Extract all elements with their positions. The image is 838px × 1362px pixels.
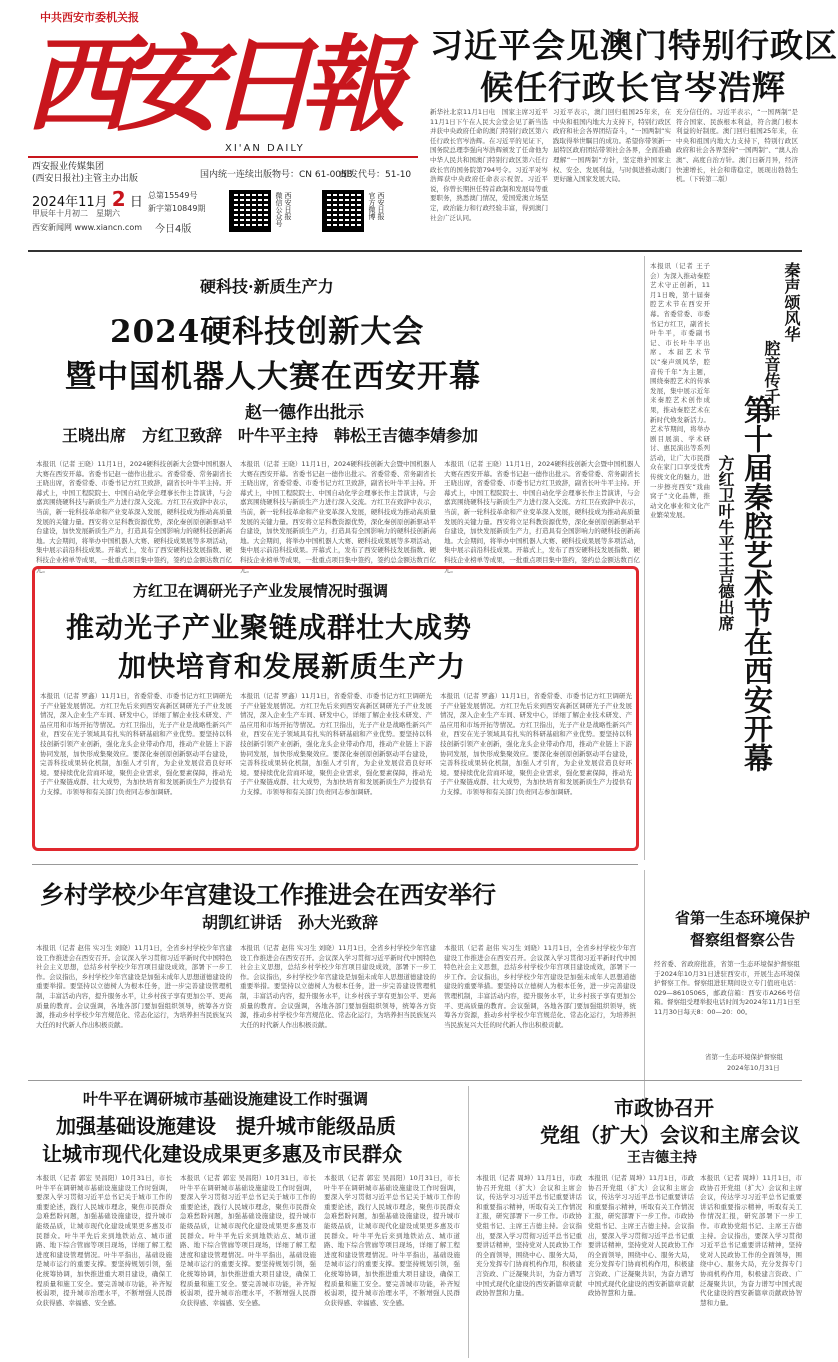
infra-story-body-col-3: 本报讯（记者 郭宏 吴昌阳）10月31日，市长叶牛平在调研城市基础设施建设工作时强调，要深入学习贯彻习近平总书记关于城市工作的重要论述，践行人民城市理念，聚焦市民群众急难愁盼问题，加强基础设施建设，提升城市能级品质，让城市现代化建设成果更多惠及市民群众。叶牛平先后来到地铁站点、城市道路、地下综合管廊等项目现场，详细了解工程进度和建设管理情况。叶牛平指出，基础设施是城市运行的重要支撑。要坚持规划引领，强化统筹协调，加快推进重大项目建设，确保工程质量和施工安全。要完善城市功能，补齐短板弱项，提升城市治理水平，不断增强人民群众获得感、幸福感、安全感。: [324, 1174, 460, 1307]
rural-story-body-col-2: 本报讯（记者 赵伟 实习生 刘晓）11月1日，全省乡村学校少年宫建设工作推进会在西安召开。会议深入学习贯彻习近平新时代中国特色社会主义思想，总结乡村学校少年宫项目建设成效，部署下一步工作。会议指出，乡村学校少年宫建设是加强未成年人思想道德建设的重要举措。要坚持以立德树人为根本任务，进一步完善建设管理机制，丰富活动内容，提升服务水平，让乡村孩子享有更加公平、更高质量的教育。会议强调，各地各部门要加强组织领导，统筹各方资源，推动乡村学校少年宫规范化、常态化运行，为培养担当民族复兴大任的时代新人作出积极贡献。: [240, 944, 436, 1029]
notice-date: 2024年10月31日: [727, 1064, 780, 1072]
notice-body: 经省委、省政府批准，省第一生态环境保护督察组于2024年10月31日进驻西安市，开展生态环境保护督察工作。督察组进驻期间设立专门值班电话：029—86105065，邮政信箱：西安市A266号信箱。督察组受理举报电话时间为2024年11月1日至11月30日每天8：00—20：00。: [654, 960, 800, 1016]
publisher-label: 西安报业传媒集团 (西安日报社)主管主办出版: [32, 162, 139, 184]
lead-story-body-col-2: 本报讯（记者 王晓）11月1日，2024硬科技创新大会暨中国机器人大赛在西安开幕。省委书记赵一德作出批示。省委常委、常务副省长王晓出席，省委常委、市委书记方红卫致辞，副省长叶牛平主持。开幕式上，中国工程院院士、中国自动化学会理事长作主旨演讲，与会嘉宾围绕硬科技与新质生产力进行深入交流。方红卫在致辞中表示，当前，新一轮科技革命和产业变革深入发展，硬科技成为推动高质量发展的关键力量。西安将立足科教资源优势，深化秦创原创新驱动平台建设，加快发展新质生产力，打造具有全国影响力的硬科技创新高地。大会期间，将举办中国机器人大赛、硬科技成果展等多项活动，集中展示前沿科技成果。开幕式上，发布了西安硬科技发展指数、硬科技企业榜单等成果，一批重点项目集中签约，签约总金额达数百亿元。: [240, 460, 436, 574]
photonics-story-body-col-1: 本报讯（记者 罗鑫）11月1日，省委常委、市委书记方红卫调研光子产业链发展情况。方红卫先后来到西安高新区调研光子产业发展情况，深入企业生产车间、研发中心，详细了解企业技术研发、产品应用和市场开拓等情况。方红卫指出，光子产业是战略性新兴产业，西安在光子领域具有扎实的科研基础和产业优势。要坚持以科技创新引领产业创新，强化龙头企业带动作用，推动产业链上下游协同发展，加快形成集聚效应。要深化秦创原创新驱动平台建设，完善科技成果转化机制，加强人才引育，为企业发展营造良好环境。要持续优化营商环境，聚焦企业需求，强化要素保障，推动光子产业聚链成群、壮大成势，为加快培育和发展新质生产力提供有力支撑。市领导和有关部门负责同志参加调研。: [40, 692, 232, 796]
lead-story-kicker: 硬科技·新质生产力: [200, 277, 334, 296]
infra-story-body-col-2: 本报讯（记者 郭宏 吴昌阳）10月31日，市长叶牛平在调研城市基础设施建设工作时强调，要深入学习贯彻习近平总书记关于城市工作的重要论述，践行人民城市理念，聚焦市民群众急难愁盼问题，加强基础设施建设，提升城市能级品质，让城市现代化建设成果更多惠及市民群众。叶牛平先后来到地铁站点、城市道路、地下综合管廊等项目现场，详细了解工程进度和建设管理情况。叶牛平指出，基础设施是城市运行的重要支撑。要坚持规划引领，强化统筹协调，加快推进重大项目建设，确保工程质量和施工安全。要完善城市功能，补齐短板弱项，提升城市治理水平，不断增强人民群众获得感、幸福感、安全感。: [180, 1174, 316, 1307]
opera-story-headline-vertical[interactable]: 第十届秦腔艺术节在西安开幕: [740, 395, 774, 772]
rural-story-sub: 胡凯红讲话 孙大光致辞: [202, 913, 379, 932]
masthead-divider: [28, 156, 418, 158]
infra-story-body-col-1: 本报讯（记者 郭宏 吴昌阳）10月31日，市长叶牛平在调研城市基础设施建设工作时强调，要深入学习贯彻习近平总书记关于城市工作的重要论述，践行人民城市理念，聚焦市民群众急难愁盼问题，加强基础设施建设，提升城市能级品质，让城市现代化建设成果更多惠及市民群众。叶牛平先后来到地铁站点、城市道路、地下综合管廊等项目现场，详细了解工程进度和建设管理情况。叶牛平指出，基础设施是城市运行的重要支撑。要坚持规划引领，强化统筹协调，加快推进重大项目建设，确保工程质量和施工安全。要完善城市功能，补齐短板弱项，提升城市治理水平，不断增强人民群众获得感、幸福感、安全感。: [36, 1174, 172, 1307]
lead-story-sub-2: 王晓出席 方红卫致辞 叶牛平主持 韩松王吉德李婧参加: [62, 426, 479, 445]
rural-story-body-col-3: 本报讯（记者 赵伟 实习生 刘晓）11月1日，全省乡村学校少年宫建设工作推进会在西安召开。会议深入学习贯彻习近平新时代中国特色社会主义思想，总结乡村学校少年宫项目建设成效，部署下一步工作。会议指出，乡村学校少年宫建设是加强未成年人思想道德建设的重要举措。要坚持以立德树人为根本任务，进一步完善建设管理机制，丰富活动内容，提升服务水平，让乡村孩子享有更加公平、更高质量的教育。会议强调，各地各部门要加强组织领导，统筹各方资源，推动乡村学校少年宫规范化、常态化运行，为培养担当民族复兴大任的时代新人作出积极贡献。: [444, 944, 636, 1029]
top-story-body-left: 新华社北京11月1日电 国家主席习近平11月1日下午在人民大会堂会见了新当选并获中央政府任命的澳门特别行政区第六任行政长官岑浩辉。在习近平的见证下，国务院总理李强向岑浩辉颁发了任命他为中华人民共和国澳门特别行政区第六任行政长官的国务院第794号令。习近平对岑浩辉获中央政府任命表示祝贺。习近平说，你曾长期担任特首政制和发展局等重要职务，熟悉澳门情况，爱国爱澳立场坚定，政治能力和行政经验丰富，得到澳门社会广泛认同。: [430, 108, 548, 222]
page-count: 今日4版: [155, 224, 192, 235]
lead-story-headline-1[interactable]: 2024硬科技创新大会: [110, 314, 425, 350]
lead-story-body-col-3: 本报讯（记者 王晓）11月1日，2024硬科技创新大会暨中国机器人大赛在西安开幕。省委书记赵一德作出批示。省委常委、常务副省长王晓出席，省委常委、市委书记方红卫致辞，副省长叶牛平主持。开幕式上，中国工程院院士、中国自动化学会理事长作主旨演讲，与会嘉宾围绕硬科技与新质生产力进行深入交流。方红卫在致辞中表示，当前，新一轮科技革命和产业变革深入发展，硬科技成为推动高质量发展的关键力量。西安将立足科教资源优势，深化秦创原创新驱动平台建设，加快发展新质生产力，打造具有全国影响力的硬科技创新高地。大会期间，将举办中国机器人大赛、硬科技成果展等多项活动，集中展示前沿科技成果。开幕式上，发布了西安硬科技发展指数、硬科技企业榜单等成果，一批重点项目集中签约，签约总金额达数百亿元。: [444, 460, 640, 574]
lunar-date: 甲辰年十月初二 星期六: [32, 209, 120, 218]
sponsor-label: 中共西安市委机关报: [40, 11, 139, 24]
weibo-qr-code[interactable]: [322, 190, 364, 232]
issue-date-month: 2024年11月: [32, 195, 108, 210]
party-story-body-col-2: 本报讯（记者 周坤）11月1日，市政协召开党组（扩大）会议和主席会议，传达学习习近平总书记重要讲话和重要指示精神，听取有关工作情况汇报，研究部署下一步工作。市政协党组书记、主席王吉德主持。会议指出，要深入学习贯彻习近平总书记重要讲话精神，坚持党对人民政协工作的全面领导，围绕中心、服务大局，充分发挥专门协商机构作用，积极建言资政、广泛凝聚共识，为奋力谱写中国式现代化建设的西安新篇章贡献政协智慧和力量。: [588, 1174, 694, 1298]
top-story-headline-2[interactable]: 候任行政长官岑浩辉: [480, 68, 786, 107]
rural-story-body-col-1: 本报讯（记者 赵伟 实习生 刘晓）11月1日，全省乡村学校少年宫建设工作推进会在西安召开。会议深入学习贯彻习近平新时代中国特色社会主义思想，总结乡村学校少年宫项目建设成效，部署下一步工作。会议指出，乡村学校少年宫建设是加强未成年人思想道德建设的重要举措。要坚持以立德树人为根本任务，进一步完善建设管理机制，丰富活动内容，提升服务水平，让乡村孩子享有更加公平、更高质量的教育。会议强调，各地各部门要加强组织领导，统筹各方资源，推动乡村学校少年宫规范化、常态化运行，为培养担当民族复兴大任的时代新人作出积极贡献。: [36, 944, 232, 1029]
party-story-body-col-3: 本报讯（记者 周坤）11月1日，市政协召开党组（扩大）会议和主席会议，传达学习习近平总书记重要讲话和重要指示精神，听取有关工作情况汇报，研究部署下一步工作。市政协党组书记、主席王吉德主持。会议指出，要深入学习贯彻习近平总书记重要讲话精神，坚持党对人民政协工作的全面领导，围绕中心、服务大局，充分发挥专门协商机构作用，积极建言资政、广泛凝聚共识，为奋力谱写中国式现代化建设的西安新篇章贡献政协智慧和力量。: [700, 1174, 802, 1307]
issue-number: 总第15549号: [148, 191, 198, 200]
party-story-headline-1[interactable]: 市政协召开: [614, 1096, 714, 1120]
rural-divider: [32, 864, 638, 865]
opera-story-tag-2: 腔音传千年: [762, 340, 781, 420]
infra-story-headline-2[interactable]: 让城市现代化建设成果更多惠及市民群众: [42, 1142, 402, 1166]
cn-label: 国内统一连续出版物号：CN 61-0058: [200, 170, 353, 180]
opera-story-body: 本报讯（记者 王子会）为深入推动秦腔艺术守正创新，11月1日晚，第十届秦腔艺术节在西安开幕。省委常委、市委书记方红卫，副省长叶牛平，市委副书记、市长叶牛平出席。本届艺术节以“秦声颂风华，腔音传千年”为主题，围绕秦腔艺术的传承发展，集中展示近年来秦腔艺术创作成果，推动秦腔艺术在新时代焕发新活力。艺术节期间，将举办剧目展演、学术研讨、惠民演出等系列活动，让广大市民群众在家门口享受优秀传统文化的魅力，进一步擦亮西安“戏曲窝子”文化品牌，推动文化事业和文化产业繁荣发展。: [650, 262, 710, 520]
post-label: 邮发代号：51-10: [340, 170, 412, 180]
wechat-qr-code[interactable]: [229, 190, 271, 232]
masthead-logo: 西安日報: [24, 23, 392, 146]
issue-period: 新字第10849期: [148, 204, 206, 213]
section-rule: [28, 250, 802, 252]
party-story-headline-2[interactable]: 党组（扩大）会议和主席会议: [540, 1123, 800, 1147]
photonics-story-body-col-3: 本报讯（记者 罗鑫）11月1日，省委常委、市委书记方红卫调研光子产业链发展情况。方红卫先后来到西安高新区调研光子产业发展情况，深入企业生产车间、研发中心，详细了解企业技术研发、产品应用和市场开拓等情况。方红卫指出，光子产业是战略性新兴产业，西安在光子领域具有扎实的科研基础和产业优势。要坚持以科技创新引领产业创新，强化龙头企业带动作用，推动产业链上下游协同发展，加快形成集聚效应。要深化秦创原创新驱动平台建设，完善科技成果转化机制，加强人才引育，为企业发展营造良好环境。要持续优化营商环境，聚焦企业需求，强化要素保障，推动光子产业聚链成群、壮大成势，为加快培育和发展新质生产力提供有力支撑。市领导和有关部门负责同志参加调研。: [440, 692, 632, 796]
masthead-title-en: XI'AN DAILY: [225, 143, 305, 154]
top-story-body-mid: 习近平表示，澳门回归祖国25年来，在中央和祖国内地大力支持下，特别行政区政府和社会各界团结奋斗，“一国两制”实践取得举世瞩目的成功。希望你带领新一届特区政府团结带领社会各界，全面准确理解“一国两制”方针，坚定维护国家主权、安全、发展利益，与时俱进推动澳门更好融入国家发展大局。: [553, 108, 671, 184]
opera-story-tag-1: 秦声颂风华: [782, 262, 801, 342]
infra-story-kicker: 叶牛平在调研城市基础设施建设工作时强调: [83, 1090, 369, 1108]
lead-story-body-col-1: 本报讯（记者 王晓）11月1日，2024硬科技创新大会暨中国机器人大赛在西安开幕。省委书记赵一德作出批示。省委常委、常务副省长王晓出席，省委常委、市委书记方红卫致辞，副省长叶牛平主持。开幕式上，中国工程院院士、中国自动化学会理事长作主旨演讲，与会嘉宾围绕硬科技与新质生产力进行深入交流。方红卫在致辞中表示，当前，新一轮科技革命和产业变革深入发展，硬科技成为推动高质量发展的关键力量。西安将立足科教资源优势，深化秦创原创新驱动平台建设，加快发展新质生产力，打造具有全国影响力的硬科技创新高地。大会期间，将举办中国机器人大赛、硬科技成果展等多项活动，集中展示前沿科技成果。开幕式上，发布了西安硬科技发展指数、硬科技企业榜单等成果，一批重点项目集中签约，签约总金额达数百亿元。: [36, 460, 232, 574]
notice-headline-1[interactable]: 省第一生态环境保护: [675, 909, 811, 927]
lead-story-sub-1: 赵一德作出批示: [245, 403, 364, 423]
party-story-body-col-1: 本报讯（记者 周坤）11月1日，市政协召开党组（扩大）会议和主席会议，传达学习习近平总书记重要讲话和重要指示精神，听取有关工作情况汇报，研究部署下一步工作。市政协党组书记、主席王吉德主持。会议指出，要深入学习贯彻习近平总书记重要讲话精神，坚持党对人民政协工作的全面领导，围绕中心、服务大局，充分发挥专门协商机构作用，积极建言资政、广泛凝聚共识，为奋力谱写中国式现代化建设的西安新篇章贡献政协智慧和力量。: [476, 1174, 582, 1298]
opera-story-sub: 方红卫叶牛平王吉德出席: [716, 455, 735, 631]
website-label: 西安新闻网 www.xiancn.com: [32, 223, 143, 232]
rural-story-headline[interactable]: 乡村学校少年宫建设工作推进会在西安举行: [40, 880, 496, 909]
issue-date-suffix: 日: [129, 195, 143, 210]
weibo-qr-label: 西安日报 官方微博: [368, 192, 385, 220]
right-column-divider: [644, 256, 645, 860]
lead-story-headline-2[interactable]: 暨中国机器人大赛在西安开幕: [65, 359, 481, 395]
photonics-story-headline-2[interactable]: 加快培育和发展新质生产力: [118, 650, 467, 683]
photonics-story-body-col-2: 本报讯（记者 罗鑫）11月1日，省委常委、市委书记方红卫调研光子产业链发展情况。方红卫先后来到西安高新区调研光子产业发展情况，深入企业生产车间、研发中心，详细了解企业技术研发、产品应用和市场开拓等情况。方红卫指出，光子产业是战略性新兴产业，西安在光子领域具有扎实的科研基础和产业优势。要坚持以科技创新引领产业创新，强化龙头企业带动作用，推动产业链上下游协同发展，加快形成集聚效应。要深化秦创原创新驱动平台建设，完善科技成果转化机制，加强人才引育，为企业发展营造良好环境。要持续优化营商环境，聚焦企业需求，强化要素保障，推动光子产业聚链成群、壮大成势，为加快培育和发展新质生产力提供有力支撑。市领导和有关部门负责同志参加调研。: [240, 692, 432, 796]
party-divider: [468, 1086, 469, 1358]
notice-headline-2[interactable]: 督察组督察公告: [690, 931, 796, 949]
wechat-qr-label: 西安日报 微信公众号: [275, 192, 292, 227]
issue-date-day: 2: [111, 187, 126, 211]
photonics-story-headline-1[interactable]: 推动光子产业聚链成群壮大成势: [66, 611, 473, 644]
top-story-headline-1[interactable]: 习近平会见澳门特别行政区: [430, 26, 838, 65]
photonics-story-kicker: 方红卫在调研光子产业发展情况时强调: [133, 582, 389, 600]
notice-sign: 省第一生态环境保护督察组: [705, 1053, 783, 1061]
top-story-body-right: 充分信任的。习近平表示，“一国两制”是符合国家、民族根本利益，符合澳门根本利益的好制度。澳门回归祖国25年来，在中央和祖国内地大力支持下，特别行政区政府和社会各界坚持“一国两制”、“澳人治澳”、高度自治方针。澳门日新月异，经济快速增长，社会和谐稳定，展现出勃勃生机。（下转第二版）: [676, 108, 798, 184]
infra-story-headline-1[interactable]: 加强基础设施建设 提升城市能级品质: [56, 1114, 396, 1138]
party-story-sub: 王吉德主持: [627, 1150, 697, 1166]
lower-divider: [28, 1080, 802, 1081]
